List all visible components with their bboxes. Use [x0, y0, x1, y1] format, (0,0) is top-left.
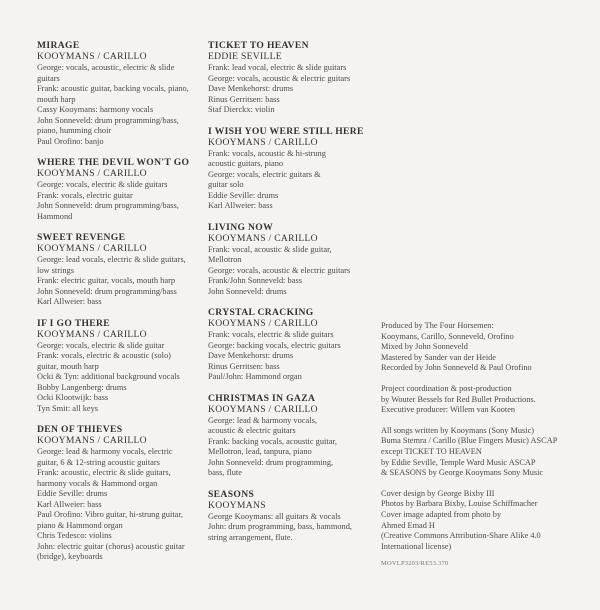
credit-line: Executive producer: Willem van Kooten — [381, 405, 516, 415]
musician-credit: (bridge), keyboards — [37, 552, 103, 561]
song-writers: KOOYMANS / CARILLO — [208, 232, 318, 244]
musician-credit: George: vocals, acoustic, electric & slide — [37, 63, 175, 72]
musician-credit: piano, humming choir — [37, 126, 112, 135]
musician-credit: Frank: vocals, electric guitar — [37, 190, 133, 200]
song-title: CRYSTAL CRACKING — [208, 307, 314, 318]
musician-credit: George Kooymans: all guitars & vocals — [208, 511, 341, 521]
musician-credit: John Sonneveld: drum programming, — [208, 457, 334, 467]
catalog-number: MOVLP3203/RE53.370 — [381, 559, 449, 567]
musician-credit: string arrangement, flute. — [208, 532, 293, 542]
musician-credit: acoustic guitars, piano — [208, 159, 284, 168]
credit-line: Kooymans, Carillo, Sonneveld, Orofino — [381, 331, 514, 341]
musician-credit: low strings — [37, 265, 74, 275]
song-credit-block — [208, 489, 376, 544]
song-title: I WISH YOU WERE STILL HERE — [208, 125, 364, 137]
credit-line: by Eddie Seville, Temple Ward Music ASCAP — [381, 457, 536, 467]
credit-line: Recorded by John Sonneveld & Paul Orofino — [381, 363, 532, 373]
musician-credit: George: vocals, electric & slide guitar — [37, 340, 165, 350]
musician-credit: harmony vocals & Hammond organ — [37, 478, 158, 488]
musician-credit: Frank: electric guitar, vocals, mouth harp — [37, 276, 176, 285]
song-writers: KOOYMANS — [208, 499, 266, 511]
credit-line: (Creative Commons Attribution-Share Alike 4.0 — [381, 531, 541, 541]
musician-credit: Paul/John: Hammond organ — [208, 372, 302, 381]
musician-credit: John: electric guitar (chorus) acoustic guitar — [37, 541, 185, 551]
middle-column — [208, 40, 376, 553]
musician-credit: John Sonneveld: drum programming/bass, — [37, 201, 179, 210]
musician-credit: guitar, mouth harp — [37, 361, 99, 371]
song-writers: KOOYMANS / CARILLO — [37, 328, 147, 340]
musician-credit: John Sonneveld: drum programming/bass, — [37, 115, 179, 125]
musician-credit: Paul Orofino: banjo — [37, 136, 104, 146]
song-writers: EDDIE SEVILLE — [208, 51, 282, 62]
credit-line: International license) — [381, 541, 452, 551]
song-title: CHRISTMAS IN GAZA — [208, 392, 316, 404]
credit-line: Project coordination & post-production — [381, 383, 512, 393]
musician-credit: George: lead vocals, electric & slide guitars, — [37, 255, 186, 264]
musician-credit: George: vocals, electric & slide guitars — [37, 180, 168, 189]
musician-credit: Frank: vocal, acoustic & slide guitar, — [208, 244, 332, 254]
song-title: SEASONS — [208, 488, 255, 500]
credit-line: & SEASONS by George Kooymans Sony Music — [381, 468, 544, 478]
musician-credit: Bobby Langenberg: drums — [37, 382, 127, 392]
left-column — [37, 40, 202, 573]
song-title: TICKET TO HEAVEN — [208, 40, 309, 51]
musician-credit: piano & Hammond organ — [37, 520, 123, 530]
musician-credit: John Sonneveld: drums — [208, 286, 287, 296]
musician-credit: guitar solo — [208, 180, 244, 189]
song-writers: KOOYMANS / CARILLO — [37, 243, 147, 254]
song-writers: KOOYMANS / CARILLO — [208, 136, 318, 148]
musician-credit: Karl Allweier: bass — [37, 499, 102, 509]
song-credit-block — [37, 40, 202, 147]
song-credit-block — [37, 424, 202, 563]
musician-credit: Chris Tedesco: violins — [37, 531, 112, 540]
musician-credit: Frank: vocals, electric & acoustic (solo) — [37, 351, 171, 360]
musician-credit: Frank: vocals, electric & slide guitars — [208, 330, 334, 339]
musician-credit: George: vocals, electric guitars & — [208, 169, 321, 179]
credit-line: Mastered by Sander van der Heide — [381, 352, 496, 362]
musician-credit: Hammond — [37, 211, 73, 221]
credit-line: Ahmed Emad H — [381, 520, 435, 530]
musician-credit: Rinus Gerritsen: bass — [208, 94, 280, 104]
musician-credit: George: lead & harmony vocals, electric — [37, 447, 173, 456]
musician-credit: Ocki Klootwijk: bass — [37, 393, 109, 402]
credits-column — [381, 321, 596, 574]
musician-credit: Frank: acoustic, electric & slide guitars, — [37, 468, 171, 477]
musician-credit: John: drum programming, bass, hammond, — [208, 522, 352, 531]
songwriting-credits — [381, 426, 596, 479]
song-writers: KOOYMANS / CARILLO — [37, 51, 147, 62]
musician-credit: Staf Dierckx: violin — [208, 105, 275, 114]
musician-credit: Eddie Seville: drums — [37, 489, 108, 498]
credit-line: Photos by Barbara Bixby, Louise Schiffmacher — [381, 499, 538, 509]
song-credit-block — [37, 232, 202, 308]
musician-credit: Frank: acoustic guitar, backing vocals, piano, — [37, 84, 189, 93]
song-writers: KOOYMANS / CARILLO — [37, 435, 147, 446]
musician-credit: Eddie Seville: drums — [208, 190, 279, 200]
musician-credit: Karl Allweier: bass — [37, 297, 102, 306]
musician-credit: Frank: lead vocal, electric & slide guitars — [208, 63, 347, 72]
song-writers: KOOYMANS / CARILLO — [208, 403, 318, 415]
musician-credit: guitar, 6 & 12-string acoustic guitars — [37, 457, 160, 467]
credit-line: All songs written by Kooymans (Sony Music) — [381, 425, 535, 435]
credit-line: Cover image adapted from photo by — [381, 509, 502, 519]
song-title: MIRAGE — [37, 40, 80, 51]
musician-credit: bass, flute — [208, 468, 242, 477]
musician-credit: Frank: backing vocals, acoustic guitar, — [208, 436, 337, 446]
song-credit-block — [208, 126, 376, 212]
song-credit-block — [208, 222, 376, 298]
song-credit-block — [208, 40, 376, 116]
musician-credit: Ocki & Tyn: additional background vocals — [37, 372, 180, 381]
song-title: IF I GO THERE — [37, 317, 111, 329]
song-title: LIVING NOW — [208, 221, 274, 233]
song-credit-block — [37, 157, 202, 222]
song-credit-block — [208, 393, 376, 479]
musician-credit: Rinus Gerritsen: bass — [208, 361, 280, 371]
musician-credit: George: vocals, acoustic & electric guitars — [208, 73, 351, 83]
musician-credit: Dave Menkehorst: drums — [208, 351, 294, 360]
musician-credit: Mellotron, lead, tanpura, piano — [208, 447, 312, 456]
song-title: DEN OF THIEVES — [37, 424, 123, 435]
credit-line: Mixed by John Sonneveld — [381, 342, 468, 352]
credit-line: except TICKET TO HEAVEN — [381, 446, 482, 456]
musician-credit: Cassy Kooymans: harmony vocals — [37, 105, 154, 114]
musician-credit: George: vocals, acoustic & electric guitars — [208, 265, 351, 275]
song-title: WHERE THE DEVIL WON'T GO — [37, 157, 190, 168]
song-credit-block — [37, 318, 202, 415]
musician-credit: Mellotron — [208, 255, 242, 264]
song-writers: KOOYMANS / CARILLO — [208, 318, 318, 329]
musician-credit: acoustic & electric guitars — [208, 426, 296, 435]
musician-credit: Dave Menkehorst: drums — [208, 84, 294, 93]
musician-credit: guitars — [37, 73, 60, 83]
musician-credit: Tyn Smit: all keys — [37, 403, 99, 413]
musician-credit: Frank/John Sonneveld: bass — [208, 276, 302, 285]
song-title: SWEET REVENGE — [37, 232, 126, 243]
musician-credit: John Sonneveld: drum programming/bass — [37, 286, 177, 296]
credit-line: Produced by The Four Horsemen: — [381, 321, 494, 330]
musician-credit: George: lead & harmony vocals, — [208, 415, 317, 425]
coordination-credits — [381, 384, 596, 416]
musician-credit: George: backing vocals, electric guitars — [208, 340, 341, 350]
musician-credit: Paul Orofino: Vibro guitar, hi-strung guitar, — [37, 510, 183, 519]
song-writers: KOOYMANS / CARILLO — [37, 168, 147, 179]
musician-credit: Frank: vocals, acoustic & hi-strung — [208, 148, 326, 158]
musician-credit: Karl Allweier: bass — [208, 201, 273, 210]
design-credits — [381, 489, 596, 553]
musician-credit: mouth harp — [37, 94, 76, 104]
credit-line: by Wouter Bessels for Red Bullet Productions. — [381, 394, 536, 404]
credit-line: Buma Stemra / Carillo (Blue Fingers Music) ASCAP — [381, 436, 558, 446]
production-credits — [381, 321, 596, 374]
song-credit-block — [208, 307, 376, 383]
credit-line: Cover design by George Bixby III — [381, 488, 495, 498]
